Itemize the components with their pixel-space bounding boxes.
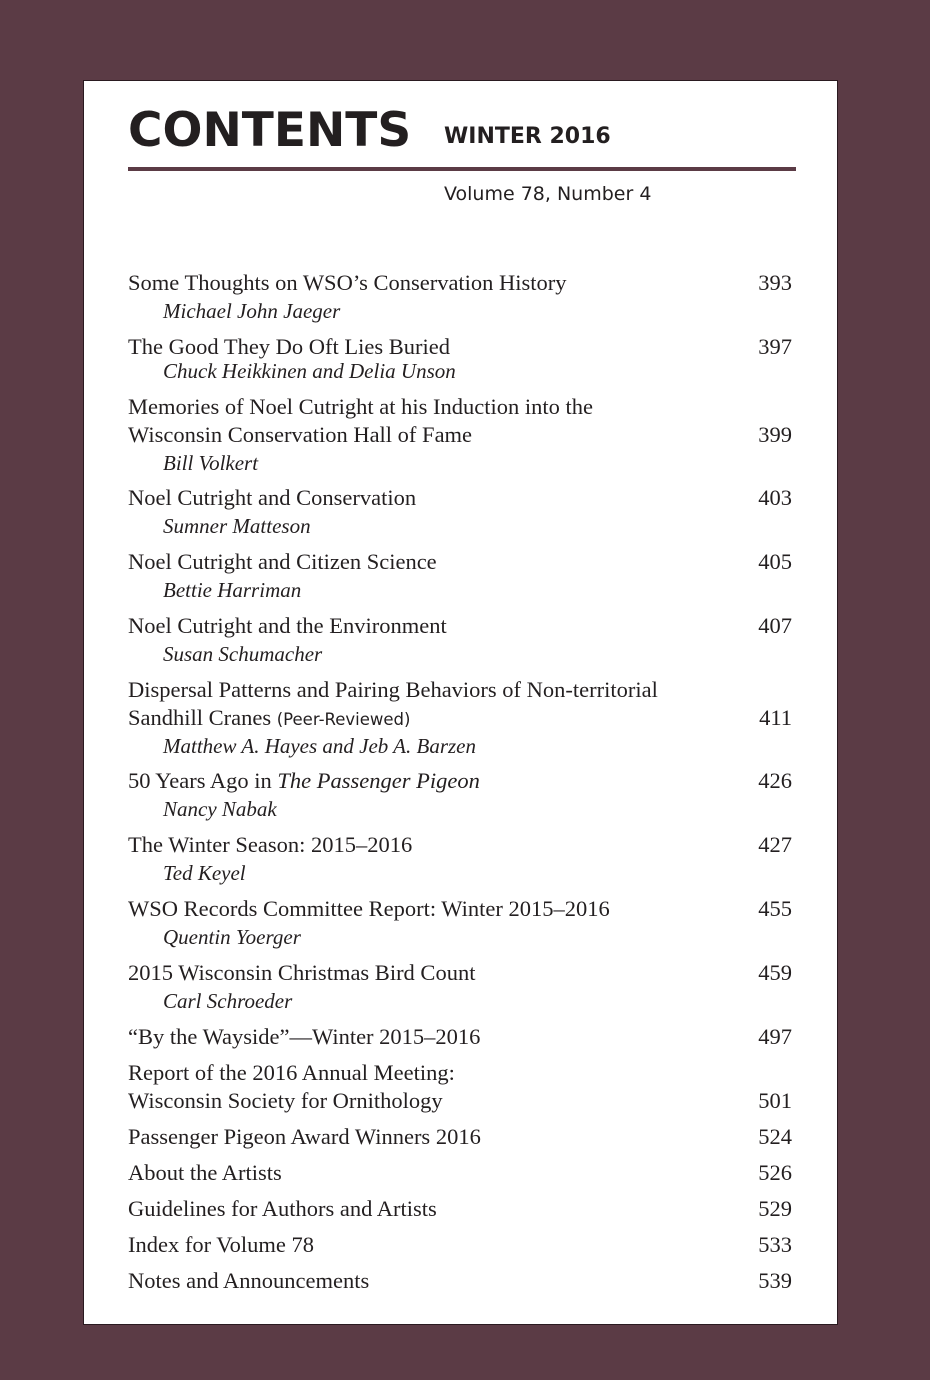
- entry-title-line-1: Memories of Noel Cutright at his Induction into the: [128, 394, 593, 419]
- entry-title-prefix: 50 Years Ago in: [128, 768, 272, 793]
- entry-title: Passenger Pigeon Award Winners 2016: [128, 1124, 481, 1149]
- volume-label: Volume 78, Number 4: [444, 183, 652, 205]
- toc-entry[interactable]: [128, 484, 792, 540]
- entry-title-line-2: Wisconsin Conservation Hall of Fame: [128, 422, 473, 447]
- toc-entry[interactable]: [128, 676, 792, 760]
- issue-label: WINTER 2016: [444, 124, 611, 149]
- entry-author: Chuck Heikkinen and Delia Unson: [163, 359, 456, 383]
- entry-page: 403: [758, 485, 792, 510]
- entry-title-line-2: Wisconsin Society for Ornithology: [128, 1088, 443, 1113]
- toc-entry[interactable]: [128, 1195, 792, 1223]
- entry-author: Sumner Matteson: [163, 514, 311, 538]
- entry-page: 399: [758, 422, 792, 447]
- entry-author: Quentin Yoerger: [163, 925, 301, 949]
- entry-title: WSO Records Committee Report: Winter 2015–2016: [128, 896, 610, 921]
- entry-page: 539: [758, 1268, 792, 1293]
- entry-author: Ted Keyel: [163, 861, 246, 885]
- toc-entry[interactable]: [128, 612, 792, 668]
- header-rule: [128, 167, 796, 171]
- entry-author: Nancy Nabak: [163, 797, 277, 821]
- entry-page: 405: [758, 549, 792, 574]
- entry-page: 426: [758, 768, 792, 793]
- entry-title-line-1: Dispersal Patterns and Pairing Behaviors of Non-territorial: [128, 677, 658, 702]
- entry-title: “By the Wayside”—Winter 2015–2016: [128, 1024, 481, 1049]
- journal-title: The Passenger Pigeon: [277, 768, 480, 793]
- toc-entry[interactable]: [128, 1231, 792, 1259]
- entry-author: Bill Volkert: [163, 451, 259, 475]
- entry-title: 2015 Wisconsin Christmas Bird Count: [128, 960, 476, 985]
- entry-title: Guidelines for Authors and Artists: [128, 1196, 437, 1221]
- entry-page: 397: [758, 334, 792, 359]
- entry-title-line-2: Sandhill Cranes: [128, 705, 272, 730]
- entry-title: Noel Cutright and Citizen Science: [128, 549, 437, 574]
- entry-title-line-1: Report of the 2016 Annual Meeting:: [128, 1060, 455, 1085]
- toc-entry[interactable]: [128, 1023, 792, 1051]
- toc-entry[interactable]: [128, 1123, 792, 1151]
- entry-page: 533: [758, 1232, 792, 1257]
- entry-page: 459: [758, 960, 792, 985]
- entry-page: 526: [758, 1160, 792, 1185]
- toc-entry[interactable]: [128, 959, 792, 1015]
- entry-title: Some Thoughts on WSO’s Conservation History: [128, 270, 567, 295]
- entry-title: About the Artists: [128, 1160, 282, 1185]
- toc-entry[interactable]: [128, 548, 792, 604]
- entry-author: Bettie Harriman: [163, 578, 302, 602]
- toc-entry[interactable]: [128, 1267, 792, 1295]
- entry-page: 529: [758, 1196, 792, 1221]
- entry-page: 455: [758, 896, 792, 921]
- entry-title: The Good They Do Oft Lies Buried: [128, 334, 451, 359]
- entry-author: Matthew A. Hayes and Jeb A. Barzen: [163, 734, 477, 758]
- toc-entry[interactable]: [128, 333, 792, 385]
- toc-entry[interactable]: [128, 393, 792, 477]
- entry-title: Index for Volume 78: [128, 1232, 315, 1257]
- entry-page: 501: [758, 1088, 792, 1113]
- entry-title: Notes and Announcements: [128, 1268, 370, 1293]
- toc-entry[interactable]: [128, 895, 792, 951]
- entry-author: Carl Schroeder: [163, 989, 293, 1013]
- page-title: CONTENTS: [128, 103, 412, 158]
- entry-page: 411: [759, 705, 792, 730]
- entry-author: Michael John Jaeger: [163, 299, 341, 323]
- entry-page: 524: [758, 1124, 792, 1149]
- entry-title: Noel Cutright and the Environment: [128, 613, 447, 638]
- entry-title: Noel Cutright and Conservation: [128, 485, 417, 510]
- toc-entry[interactable]: [128, 1159, 792, 1187]
- entry-page: 393: [758, 270, 792, 295]
- contents-page: [83, 80, 838, 1325]
- toc-entry[interactable]: [128, 767, 792, 823]
- entry-page: 407: [758, 613, 792, 638]
- toc-entry[interactable]: [128, 831, 792, 887]
- entry-title: The Winter Season: 2015–2016: [128, 832, 413, 857]
- toc-entry[interactable]: [128, 269, 792, 325]
- peer-reviewed-note: (Peer-Reviewed): [276, 710, 411, 729]
- entry-author: Susan Schumacher: [163, 642, 323, 666]
- toc-entry[interactable]: [128, 1059, 792, 1115]
- entry-page: 427: [758, 832, 792, 857]
- entry-page: 497: [758, 1024, 792, 1049]
